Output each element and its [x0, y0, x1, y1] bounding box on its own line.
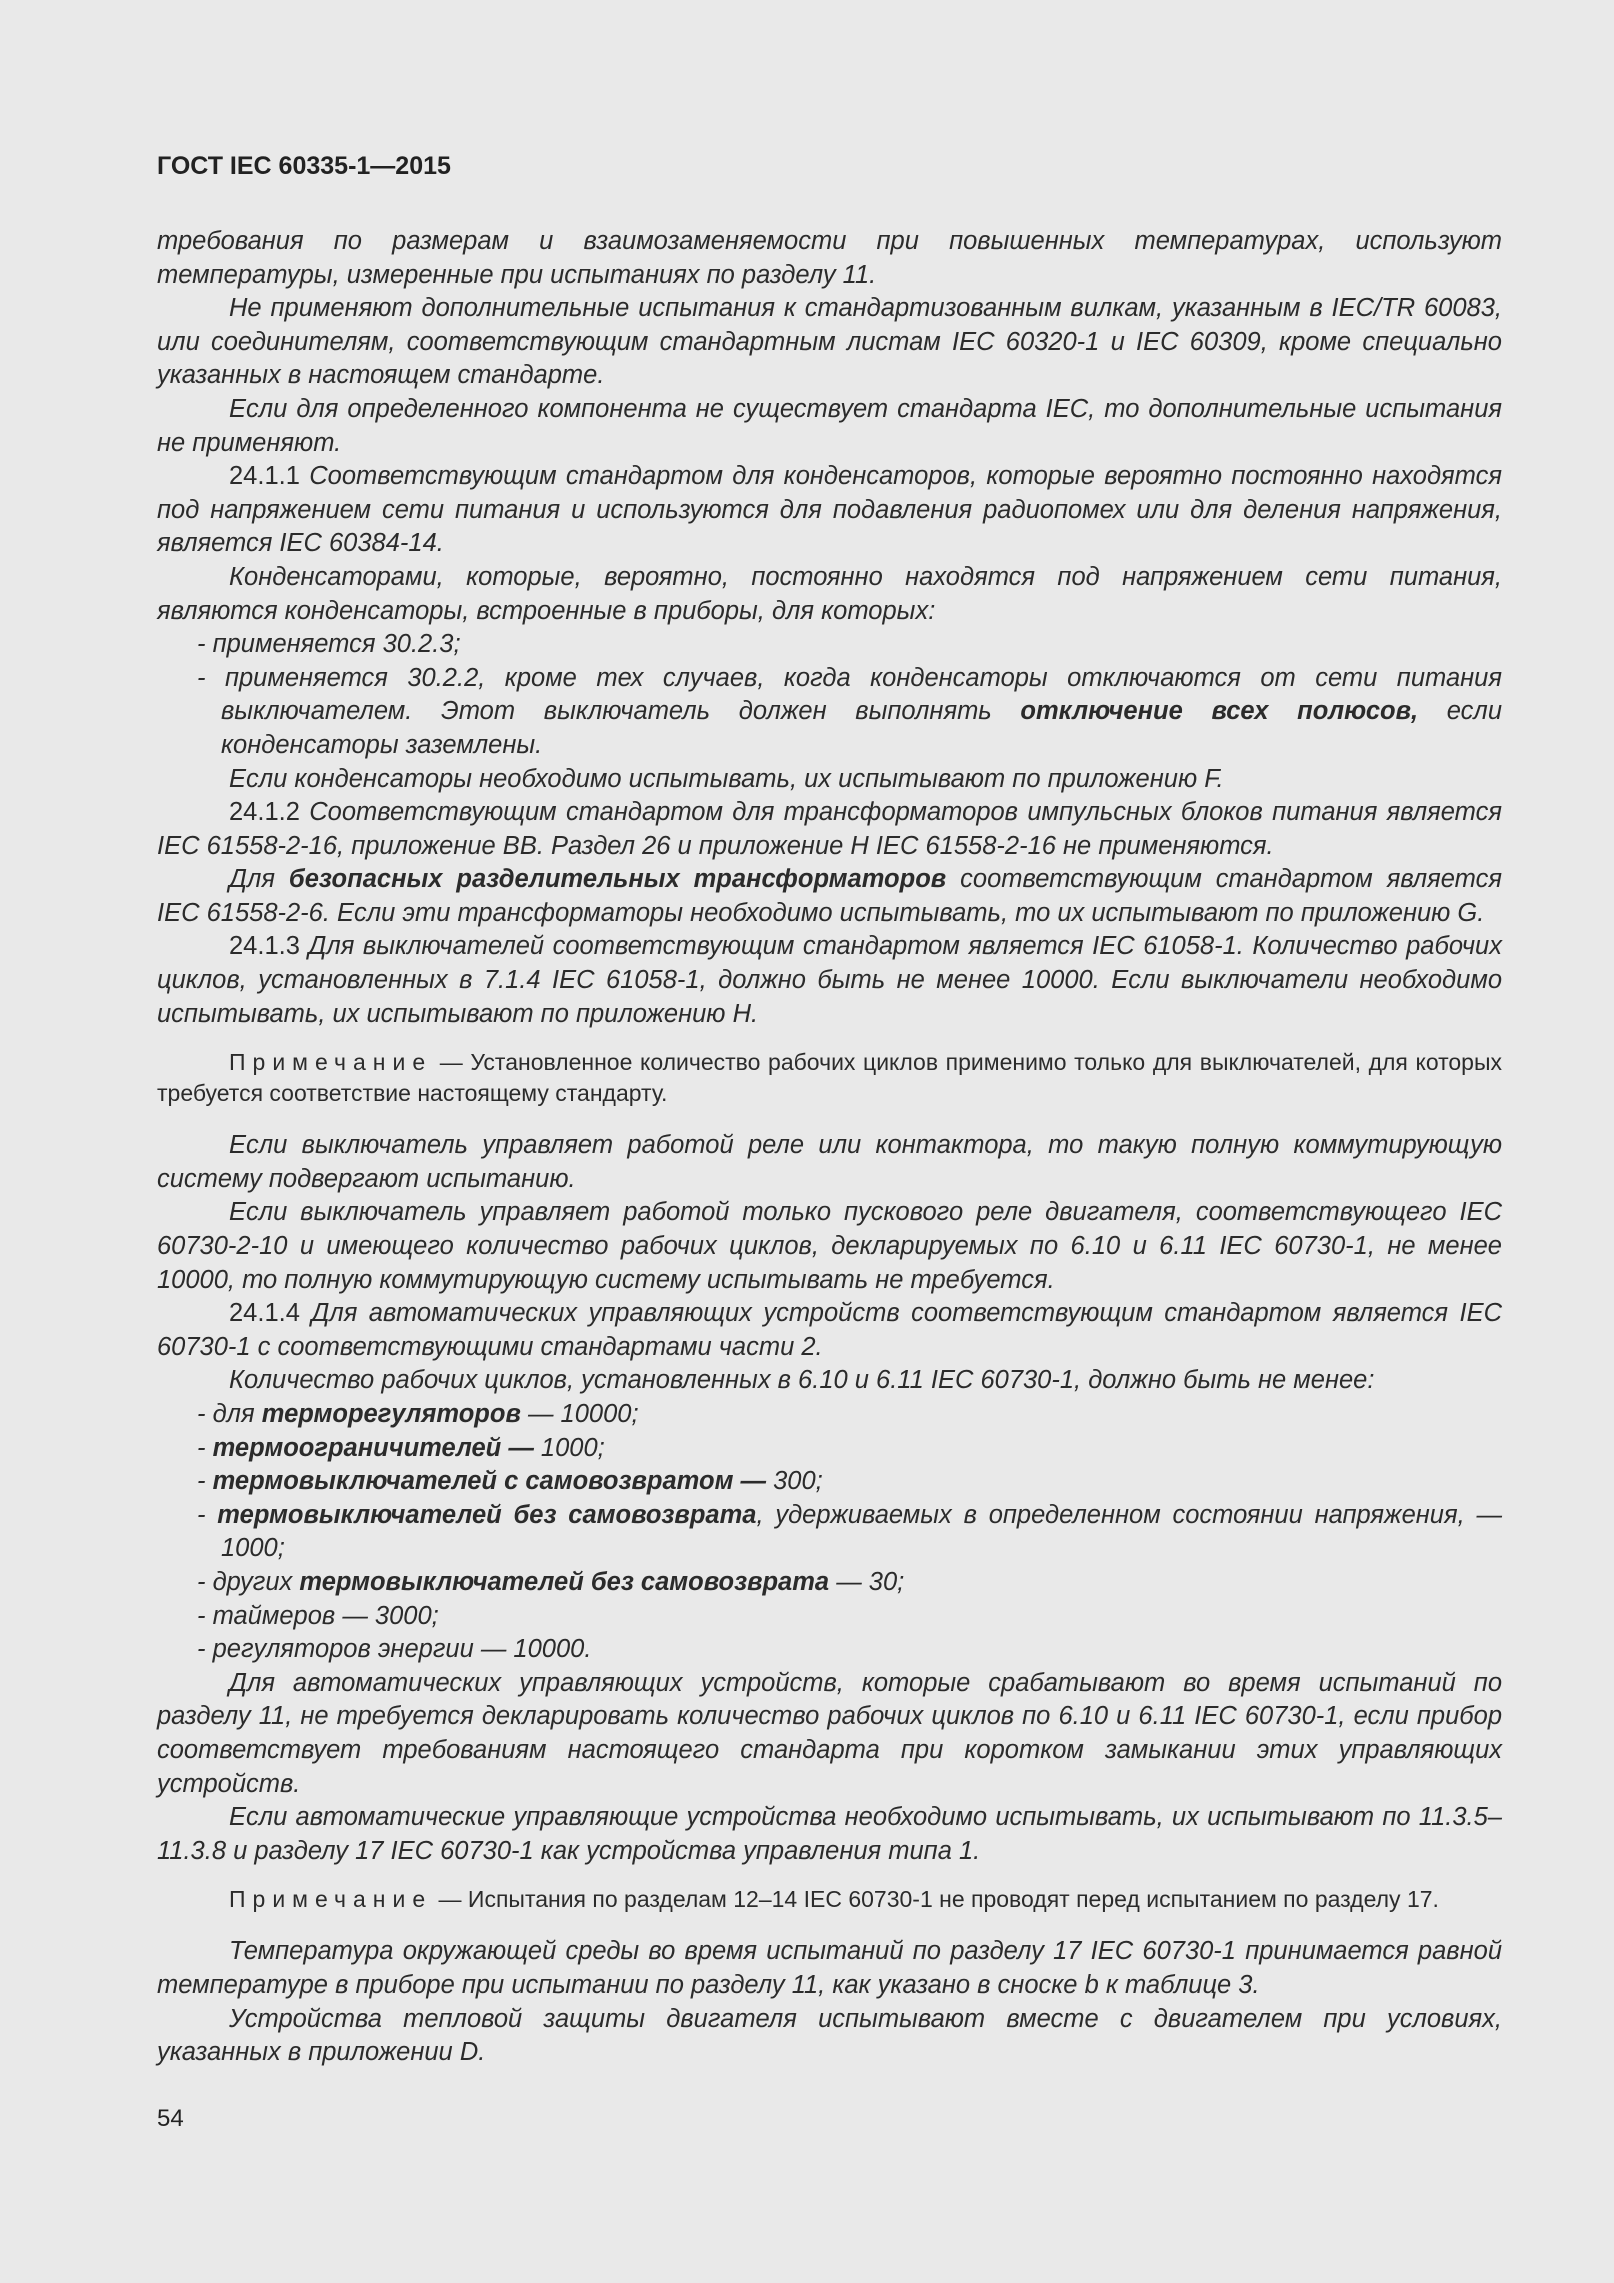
paragraph: Если конденсаторы необходимо испытывать, их испытывают по приложению F.: [229, 764, 1224, 793]
paragraph: Количество рабочих циклов, установленных в 6.10 и 6.11 IEC 60730-1, должно быть не менее:: [229, 1366, 1375, 1395]
list-item: [157, 1432, 1502, 1466]
clause-text: Для выключателей соответствующим стандартом является IEC 61058-1. Количество рабочих циклов, установленных в 7.1.4 IEC 61058-1, должно быть не менее 10000. Если выключатели необходимо испытывать, их испытывают по приложению H.: [157, 932, 1502, 1028]
term-bold: термовыключателей без самовозврата: [299, 1567, 830, 1596]
paragraph: Если выключатель управляет работой только пускового реле двигателя, соответствующего IEC 60730-2-10 и имеющего количество рабочих циклов, декларируемых по 6.10 и 6.11 IEC 60730-1, не менее 10000, то полную коммутирующую систему испытывать не требуется.: [157, 1198, 1502, 1294]
paragraph: Не применяют дополнительные испытания к стандартизованным вилкам, указанным в IEC/TR 60083, или соединителям, соответствующим стандартным листам IEC 60320-1 и IEC 60309, кроме специально указанных в настоящем стандарте.: [157, 294, 1502, 390]
clause-24-1-3: [157, 930, 1502, 1031]
list-item-text: -: [197, 1433, 213, 1462]
list-item-text: 300;: [766, 1467, 823, 1496]
note-label: Примечание: [229, 1886, 433, 1913]
document-body: [157, 225, 1502, 2070]
clause-number: 24.1.2: [229, 798, 300, 827]
clause-number: 24.1.1: [229, 462, 300, 491]
clause-24-1-2: [157, 796, 1502, 863]
list-item-text: - применяется 30.2.2, кроме тех случаев, когда конденсаторы отключаются от сети питания выключателем. Этот выключатель должен выполнять: [197, 663, 1502, 726]
clause-number: 24.1.3: [229, 932, 300, 961]
paragraph: требования по размерам и взаимозаменяемости при повышенных температурах, используют температуры, измеренные при испытаниях по разделу 11.: [157, 227, 1502, 289]
list-item-text: -: [197, 1467, 213, 1496]
note-text: — Испытания по разделам 12–14 IEC 60730-1 не проводят перед испытанием по разделу 17.: [432, 1886, 1439, 1913]
term-bold: термоограничителей —: [212, 1433, 534, 1462]
clause-24-1-1: [157, 460, 1502, 561]
page-number: 54: [157, 2105, 184, 2132]
paragraph-text: соответствующим стандартом является IEC 61558-2-6. Если эти трансформаторы необходимо испытывать, то их испытывают по приложению G.: [157, 865, 1503, 927]
paragraph-text: Для: [229, 865, 289, 894]
list-item: [157, 1398, 1502, 1432]
paragraph: Если выключатель управляет работой реле или контактора, то такую полную коммутирующую систему подвергают испытанию.: [157, 1131, 1502, 1193]
paragraph: Если для определенного компонента не существует стандарта IEC, то дополнительные испытания не применяют.: [157, 394, 1502, 457]
term-bold: термовыключателей без самовозврата: [217, 1500, 757, 1529]
list-item: [157, 1499, 1502, 1566]
clause-text: Для автоматических управляющих устройств соответствующим стандартом является IEC 60730-1 с соответствующими стандартами части 2.: [157, 1299, 1502, 1361]
list-item-text: если конденсаторы заземлены.: [221, 697, 1502, 759]
note: [157, 1047, 1502, 1109]
list-item-text: — 10000;: [520, 1400, 639, 1428]
list-item: - регуляторов энергии — 10000.: [197, 1635, 592, 1664]
term-bold: термовыключателей с самовозвратом —: [212, 1467, 767, 1496]
clause-24-1-4: [157, 1297, 1502, 1364]
paragraph: Если автоматические управляющие устройства необходимо испытывать, их испытывают по 11.3.5–11.3.8 и разделу 17 IEC 60730-1 как устройства управления типа 1.: [157, 1803, 1502, 1865]
list-item: [157, 1566, 1502, 1600]
list-item-text: - для: [197, 1400, 262, 1428]
paragraph: Устройства тепловой защиты двигателя испытывают вместе с двигателем при условиях, указанных в приложении D.: [157, 2004, 1502, 2067]
note: [157, 1884, 1502, 1915]
paragraph: Конденсаторами, которые, вероятно, постоянно находятся под напряжением сети питания, являются конденсаторы, встроенные в приборы, для которых:: [157, 562, 1502, 625]
paragraph: [157, 863, 1502, 930]
paragraph: Для автоматических управляющих устройств, которые срабатывают во время испытаний по разделу 11, не требуется декларировать количество рабочих циклов по 6.10 и 6.11 IEC 60730-1, если прибор соответствует требованиям настоящего стандарта при коротком замыкании этих управляющих устройств.: [157, 1668, 1502, 1798]
note-label: Примечание: [229, 1049, 433, 1076]
clause-text: Соответствующим стандартом для трансформаторов импульсных блоков питания является IEC 61558-2-16, приложение BB. Раздел 26 и приложение H IEC 61558-2-16 не применяются.: [157, 798, 1502, 860]
document-header: ГОСТ IEC 60335-1—2015: [157, 152, 451, 180]
list-item: - таймеров — 3000;: [197, 1601, 439, 1630]
term-bold: безопасных разделительных трансформаторов: [288, 865, 947, 894]
list-item: [157, 1465, 1502, 1499]
list-item-text: -: [197, 1500, 218, 1529]
clause-text: Соответствующим стандартом для конденсаторов, которые вероятно постоянно находятся под напряжением сети питания и используются для подавления радиопомех или для деления напряжения, является IEC 60384-14.: [157, 462, 1502, 558]
list-item: [157, 662, 1502, 763]
paragraph: Температура окружающей среды во время испытаний по разделу 17 IEC 60730-1 принимается равной температуре в приборе при испытании по разделу 11, как указано в сноске b к таблице 3.: [157, 1937, 1502, 1999]
clause-number: 24.1.4: [229, 1299, 300, 1328]
list-item-text: - других: [197, 1567, 300, 1596]
term-bold: отключение всех полюсов,: [1020, 697, 1419, 726]
list-item-text: 1000;: [533, 1433, 605, 1462]
note-text: — Установленное количество рабочих циклов применимо только для выключателей, для которых требуется соответствие настоящему стандарту.: [157, 1049, 1502, 1107]
list-item: - применяется 30.2.3;: [197, 630, 461, 659]
term-bold: терморегуляторов: [261, 1400, 521, 1428]
list-item-text: — 30;: [829, 1567, 905, 1596]
list-item-text: , удерживаемых в определенном состоянии напряжения, — 1000;: [221, 1500, 1502, 1563]
